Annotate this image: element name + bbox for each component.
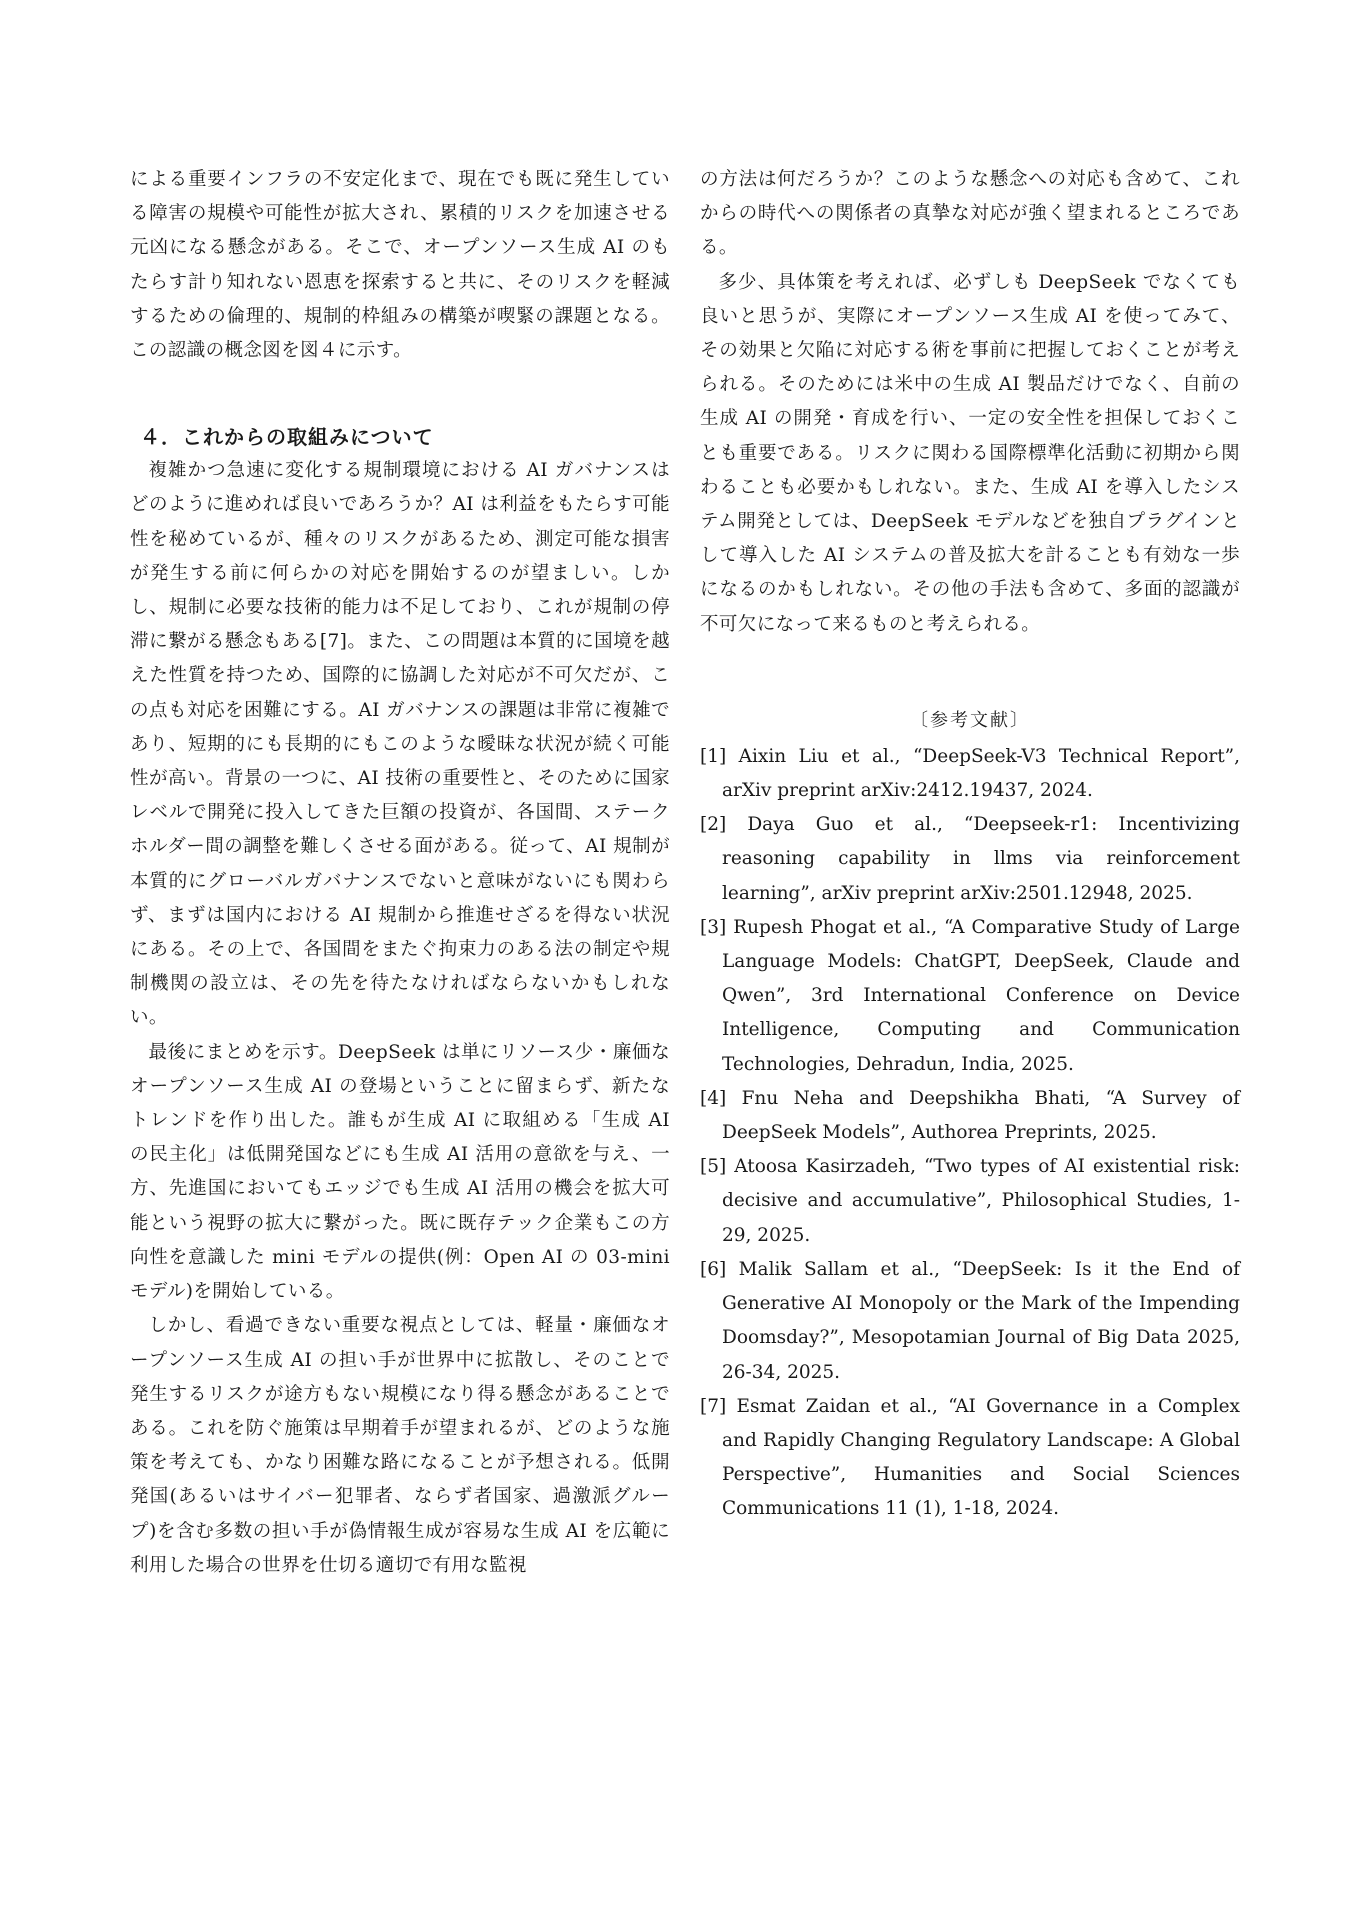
reference-text: Daya Guo et al., “Deepseek-r1: Incentivizing reasoning capability in llms via reinforcement learning”, arXiv preprint arXiv:2501.12948, 2025. <box>722 814 1240 904</box>
reference-number: [5] <box>700 1156 727 1178</box>
reference-number: [6] <box>700 1258 727 1280</box>
reference-number: [3] <box>700 916 727 938</box>
body-paragraph-measures: 多少、具体策を考えれば、必ずしも DeepSeek でなくても良いと思うが、実際にオープンソース生成 AI を使ってみて、その効果と欠陥に対応する術を事前に把握しておくことが考えられる。そのためには米中の生成 AI 製品だけでなく、自前の生成 AI の開発・育成を行い、一定の安全性を担保しておくことも重要である。リスクに関わる国際標準化活動に初期から関わることも必要かもしれない。また、生成 AI を導入したシステム開発としては、DeepSeek モデルなどを独自プラグインとして導入した AI システムの普及拡大を計ることも有効な一歩になるのかもしれない。その他の手法も含めて、多面的認識が不可欠になって来るものと考えられる。 <box>700 271 1240 635</box>
reference-text: Atoosa Kasirzadeh, “Two types of AI existential risk: decisive and accumulative”, Philosophical Studies, 1-29, 2025. <box>722 1156 1241 1246</box>
body-paragraph-summary: 最後にまとめを示す。DeepSeek は単にリソース少・廉価なオープンソース生成 AI の登場ということに留まらず、新たなトレンドを作り出した。誰もが生成 AI に取組める「生成 AI の民主化」は低開発国などにも生成 AI 活用の意欲を与え、一方、先進国においてもエッジでも生成 AI 活用の機会を拡大可能という視野の拡大に繋がった。既に既存テック企業もこの方向性を意識した mini モデルの提供(例：Open AI の 03-mini モデル)を開始している。 <box>130 1041 670 1303</box>
reference-item <box>700 911 1240 1082</box>
right-column <box>700 163 1240 1527</box>
intro-paragraph: による重要インフラの不安定化まで、現在でも既に発生している障害の規模や可能性が拡大され、累積的リスクを加速させる元凶になる懸念がある。そこで、オープンソース生成 AI のもたらす計り知れない恩恵を探索すると共に、そのリスクを軽減するための倫理的、規制的枠組みの構築が喫緊の課題となる。この認識の概念図を図４に示す。 <box>130 169 670 362</box>
reference-text: Malik Sallam et al., “DeepSeek: Is it the End of Generative AI Monopoly or the Mark of the Impending Doomsday?”, Mesopotamian Journal of Big Data 2025, 26-34, 2025. <box>722 1258 1240 1383</box>
section-heading: ４．これからの取組みについて <box>140 425 434 450</box>
reference-text: Fnu Neha and Deepshikha Bhati, “A Survey of DeepSeek Models”, Authorea Preprints, 2025. <box>722 1087 1240 1144</box>
reference-item <box>700 740 1240 808</box>
body-paragraph-governance: 複雑かつ急速に変化する規制環境における AI ガバナンスはどのように進めれば良いであろうか？AI は利益をもたらす可能性を秘めているが、種々のリスクがあるため、測定可能な損害が発生する前に何らかの対応を開始するのが望ましい。しかし、規制に必要な技術的能力は不足しており、これが規制の停滞に繋がる懸念もある[7]。また、この問題は本質的に国境を越えた性質を持つため、国際的に協調した対応が不可欠だが、この点も対応を困難にする。AI ガバナンスの課題は非常に複雑であり、短期的にも長期的にもこのような曖昧な状況が続く可能性が高い。背景の一つに、AI 技術の重要性と、そのために国家レベルで開発に投入してきた巨額の投資が、各国間、ステークホルダー間の調整を難しくさせる面がある。従って、AI 規制が本質的にグローバルガバナンスでないと意味がないにも関わらず、まずは国内における AI 規制から推進せざるを得ない状況にある。その上で、各国間をまたぐ拘束力のある法の制定や規制機関の設立は、その先を待たなければならないかもしれない。 <box>130 460 670 1029</box>
reference-item <box>700 1082 1240 1150</box>
reference-item <box>700 808 1240 911</box>
continuation-paragraph: の方法は何だろうか？このような懸念への対応も含めて、これからの時代への関係者の真摯な対応が強く望まれるところである。 <box>700 169 1240 259</box>
reference-list <box>700 740 1240 1527</box>
reference-text: Rupesh Phogat et al., “A Comparative Study of Large Language Models: ChatGPT, DeepSeek, Claude and Qwen”, 3rd International Conference on Device Intelligence, Computing and Communication Technologies, Dehradun, India, 2025. <box>722 916 1240 1075</box>
reference-number: [7] <box>700 1395 727 1417</box>
reference-text: Aixin Liu et al., “DeepSeek-V3 Technical Report”, arXiv preprint arXiv:2412.19437, 2024. <box>722 745 1240 802</box>
reference-number: [1] <box>700 745 727 767</box>
reference-item <box>700 1390 1240 1527</box>
reference-number: [4] <box>700 1087 727 1109</box>
reference-text: Esmat Zaidan et al., “AI Governance in a Complex and Rapidly Changing Regulatory Landscape: A Global Perspective”, Humanities and Social Sciences Communications 11 (1), 1-18, 2024. <box>722 1395 1240 1520</box>
references-heading: 〔参考文献〕 <box>910 709 1030 731</box>
reference-number: [2] <box>700 814 727 836</box>
reference-item <box>700 1253 1240 1390</box>
body-paragraph-risk: しかし、看過できない重要な視点としては、軽量・廉価なオープンソース生成 AI の担い手が世界中に拡散し、そのことで発生するリスクが途方もない規模になり得る懸念があることである。これを防ぐ施策は早期着手が望まれるが、どのような施策を考えても、かなり困難な路になることが予想される。低開発国(あるいはサイバー犯罪者、ならず者国家、過激派グループ)を含む多数の担い手が偽情報生成が容易な生成 AI を広範に利用した場合の世界を仕切る適切で有用な監視 <box>130 1315 670 1576</box>
left-column <box>130 163 670 1583</box>
reference-item <box>700 1150 1240 1253</box>
